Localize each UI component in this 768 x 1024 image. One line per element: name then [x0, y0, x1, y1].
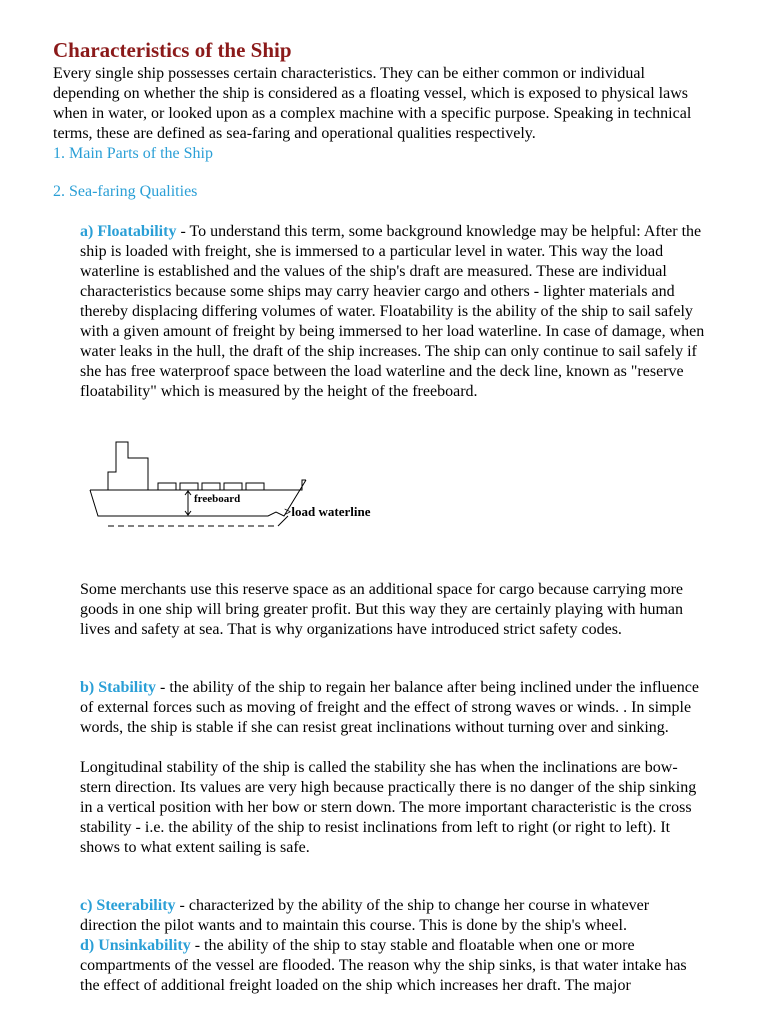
- cargo-hatch: [158, 483, 176, 490]
- floatability-text: - To understand this term, some background knowledge may be helpful: After the ship is loaded with freight, she is immersed to a particular level in water. This way the load waterline is established and the values of the ship's draft are measured. These are individual characteristics because some ships may carry heavier cargo and others - lighter materials and thereby displacing differing volumes of water. Floatability is the ability of the ship to sail safely with a given amount of freight by being immersed to her load waterline. In case of damage, when water leaks in the hull, the draft of the ship increases. The ship can only continue to sail safely if she has free waterproof space between the load waterline and the deck line, known as "reserve floatability" which is measured by the height of the freeboard.: [80, 223, 705, 400]
- steerability-text: - characterized by the ability of the ship to change her course in whatever direction the pilot wants and to maintain this course. This is done by the ship's wheel.: [80, 897, 650, 934]
- ship-superstructure: [108, 442, 148, 490]
- cargo-hatch: [202, 483, 220, 490]
- page-title: Characteristics of the Ship: [53, 38, 292, 62]
- steerability-term: c) Steerability: [80, 897, 176, 914]
- stability-term: b) Stability: [80, 679, 157, 696]
- cargo-hatch: [224, 483, 242, 490]
- floatability-term: a) Floatability: [80, 223, 177, 240]
- stability-paragraph: [80, 678, 705, 738]
- link-seafaring-qualities[interactable]: 2. Sea-faring Qualities: [53, 183, 198, 200]
- unsinkability-text: - the ability of the ship to stay stable and floatable when one or more compartments of the vessel are flooded. The reason why the ship sinks, is that water intake has the effect of additional freight loaded on the ship which increases her draft. The major: [80, 937, 687, 994]
- stability-text: - the ability of the ship to regain her balance after being inclined under the influence of external forces such as moving of freight and the effect of strong waves or winds. . In simple words, the ship is stable if she can resist great inclinations without turning over and sinking.: [80, 679, 699, 736]
- ship-freeboard-diagram: [88, 436, 408, 536]
- intro-paragraph: Every single ship possesses certain characteristics. They can be either common or individual depending on whether the ship is considered as a floating vessel, which is exposed to physical laws when in water, or looked upon as a complex machine with a specific purpose. Speaking in technical terms, these are defined as sea-faring and operational qualities respectively.: [53, 65, 692, 142]
- load-waterline-label: >load waterline: [284, 504, 371, 519]
- steerability-paragraph: [80, 896, 705, 936]
- cargo-hatch: [246, 483, 264, 490]
- freeboard-label: freeboard: [194, 493, 241, 505]
- unsinkability-paragraph: [80, 936, 705, 996]
- link-main-parts[interactable]: 1. Main Parts of the Ship: [53, 145, 213, 162]
- longitudinal-stability-paragraph: Longitudinal stability of the ship is called the stability she has when the inclinations are bow-stern direction. Its values are very high because practically there is no danger of the ship sinking in a vertical position with her bow or stern down. The more important characteristic is the cross stability - i.e. the ability of the ship to resist inclinations from left to right (or right to left). It shows to what extent sailing is safe.: [80, 759, 697, 856]
- merchants-paragraph: Some merchants use this reserve space as an additional space for cargo because carrying more goods in one ship will bring greater profit. But this way they are certainly playing with human lives and safety at sea. That is why organizations have introduced strict safety codes.: [80, 581, 684, 638]
- unsinkability-term: d) Unsinkability: [80, 937, 191, 954]
- floatability-paragraph: [80, 222, 705, 402]
- cargo-hatch: [180, 483, 198, 490]
